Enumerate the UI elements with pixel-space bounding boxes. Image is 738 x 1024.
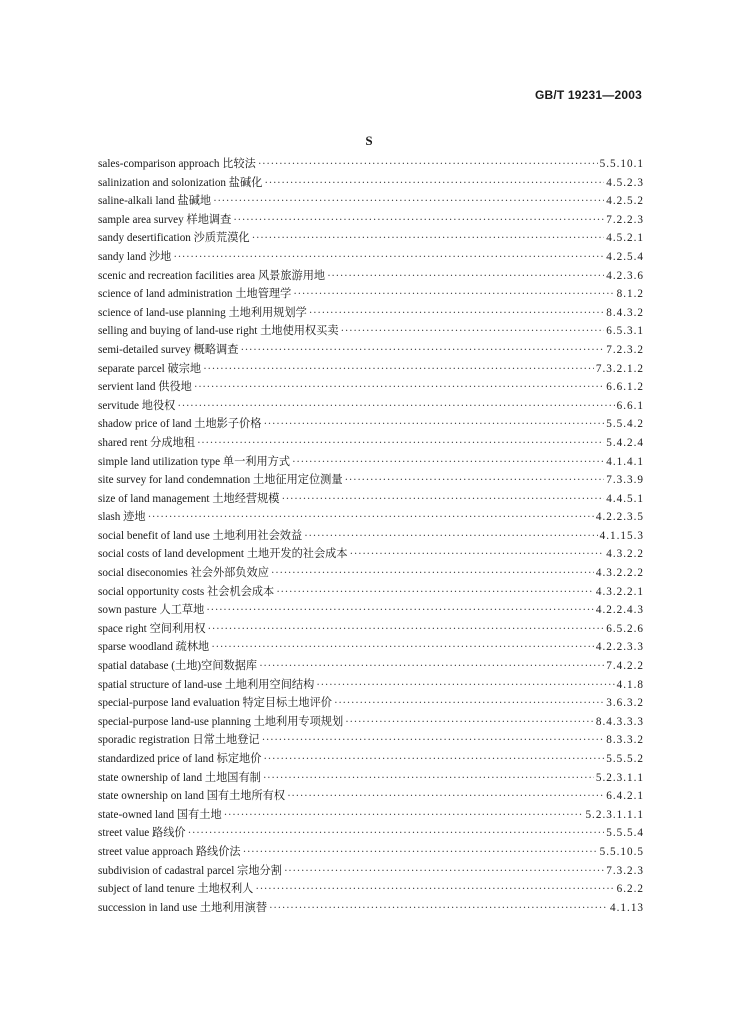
index-entry xyxy=(98,378,644,397)
index-entry xyxy=(98,471,644,490)
index-term: size of land management 土地经营规模 xyxy=(98,492,280,505)
clause-number: 5.2.3.1.1.1 xyxy=(585,808,644,821)
index-entry xyxy=(98,267,644,286)
dot-leader xyxy=(269,902,608,914)
index-entry xyxy=(98,155,644,174)
dot-leader xyxy=(263,772,594,784)
index-entry xyxy=(98,583,644,602)
index-term: sown pasture 人工草地 xyxy=(98,604,205,617)
index-term: subdivision of cadastral parcel 宗地分割 xyxy=(98,864,282,877)
index-term: semi-detailed survey 概略调查 xyxy=(98,343,239,356)
clause-number: 6.4.2.1 xyxy=(606,790,644,803)
index-entry xyxy=(98,415,644,434)
dot-leader xyxy=(252,232,605,244)
index-term: servient land 供役地 xyxy=(98,381,192,394)
dot-leader xyxy=(197,437,604,449)
clause-number: 5.5.10.5 xyxy=(599,845,644,858)
index-entry xyxy=(98,304,644,323)
index-term: saline-alkali land 盐碱地 xyxy=(98,195,212,208)
index-entry xyxy=(98,490,644,509)
index-entry xyxy=(98,545,644,564)
index-entry xyxy=(98,174,644,193)
clause-number: 6.5.2.6 xyxy=(606,622,644,635)
index-entry-list xyxy=(98,155,644,917)
index-term: succession in land use 土地利用演替 xyxy=(98,901,268,914)
dot-leader xyxy=(148,511,594,523)
index-entry xyxy=(98,564,644,583)
index-entry xyxy=(98,192,644,211)
index-entry xyxy=(98,341,644,360)
clause-number: 4.2.3.6 xyxy=(606,269,644,282)
index-term: street value 路线价 xyxy=(98,827,186,840)
index-term: state ownership of land 土地国有制 xyxy=(98,771,261,784)
index-term: state ownership on land 国有土地所有权 xyxy=(98,790,286,803)
clause-number: 4.5.2.3 xyxy=(606,176,644,189)
index-entry xyxy=(98,713,644,732)
dot-leader xyxy=(263,418,604,430)
dot-leader xyxy=(327,270,604,282)
dot-leader xyxy=(203,363,594,375)
index-term: spatial structure of land-use 土地利用空间结构 xyxy=(98,678,315,691)
dot-leader xyxy=(177,400,614,412)
clause-number: 4.3.2.2 xyxy=(606,548,644,561)
index-term: state-owned land 国有土地 xyxy=(98,808,222,821)
index-entry xyxy=(98,731,644,750)
clause-number: 3.6.3.2 xyxy=(606,697,644,710)
index-term: special-purpose land evaluation 特定目标土地评价 xyxy=(98,697,332,710)
index-entry xyxy=(98,880,644,899)
clause-number: 4.1.13 xyxy=(610,901,644,914)
index-term: site survey for land condemnation 土地征用定位测量 xyxy=(98,474,343,487)
index-entry xyxy=(98,527,644,546)
clause-number: 4.2.2.3.3 xyxy=(595,641,644,654)
dot-leader xyxy=(263,753,604,765)
clause-number: 4.2.2.4.3 xyxy=(595,604,644,617)
index-entry xyxy=(98,248,644,267)
index-entry xyxy=(98,657,644,676)
index-term: servitude 地役权 xyxy=(98,399,176,412)
index-term: special-purpose land-use planning 土地利用专项规划 xyxy=(98,715,344,728)
index-entry xyxy=(98,899,644,918)
clause-number: 4.2.5.2 xyxy=(606,195,644,208)
index-entry xyxy=(98,508,644,527)
clause-number: 6.6.1 xyxy=(616,399,644,412)
section-heading: S xyxy=(365,133,373,148)
index-term: sample area survey 样地调查 xyxy=(98,213,232,226)
dot-leader xyxy=(287,790,604,802)
dot-leader xyxy=(262,734,605,746)
index-entry xyxy=(98,676,644,695)
dot-leader xyxy=(258,158,598,170)
index-entry xyxy=(98,862,644,881)
index-term: social costs of land development 土地开发的社会成本 xyxy=(98,548,348,561)
index-entry xyxy=(98,824,644,843)
index-entry xyxy=(98,843,644,862)
dot-leader xyxy=(243,846,598,858)
index-entry xyxy=(98,229,644,248)
index-term: standardized price of land 标定地价 xyxy=(98,753,262,765)
index-term: space right 空间利用权 xyxy=(98,622,206,635)
dot-leader xyxy=(264,177,604,189)
dot-leader xyxy=(255,883,614,895)
dot-leader xyxy=(334,697,604,709)
index-term: science of land administration 土地管理学 xyxy=(98,288,292,301)
document-code: GB/T 19231—2003 xyxy=(534,88,642,102)
clause-number: 6.5.3.1 xyxy=(606,325,644,338)
index-entry xyxy=(98,601,644,620)
clause-number: 7.2.3.2 xyxy=(606,343,644,356)
clause-number: 4.5.2.1 xyxy=(606,232,644,245)
dot-leader xyxy=(271,567,594,579)
dot-leader xyxy=(345,716,594,728)
dot-leader xyxy=(304,530,598,542)
dot-leader xyxy=(211,641,594,653)
dot-leader xyxy=(281,493,604,505)
clause-number: 4.4.5.1 xyxy=(606,492,644,505)
dot-leader xyxy=(341,325,605,337)
index-term: salinization and solonization 盐碱化 xyxy=(98,176,263,189)
index-entry xyxy=(98,750,644,769)
index-entry xyxy=(98,806,644,825)
dot-leader xyxy=(224,809,584,821)
index-term: shadow price of land 土地影子价格 xyxy=(98,418,262,431)
index-entry xyxy=(98,453,644,472)
dot-leader xyxy=(208,623,605,635)
index-term: social diseconomies 社会外部负效应 xyxy=(98,567,269,580)
dot-leader xyxy=(206,604,594,616)
index-entry xyxy=(98,694,644,713)
dot-leader xyxy=(309,307,604,319)
dot-leader xyxy=(173,251,604,263)
clause-number: 4.1.8 xyxy=(616,678,644,691)
index-term: spatial database (土地)空间数据库 xyxy=(98,660,258,673)
clause-number: 7.3.3.9 xyxy=(606,474,644,487)
clause-number: 4.3.2.2.1 xyxy=(595,585,644,598)
dot-leader xyxy=(188,827,605,839)
dot-leader xyxy=(240,344,604,356)
dot-leader xyxy=(293,288,614,300)
index-term: simple land utilization type 单一利用方式 xyxy=(98,455,291,468)
index-term: sporadic registration 日常土地登记 xyxy=(98,734,260,747)
dot-leader xyxy=(345,474,605,486)
index-entry xyxy=(98,322,644,341)
clause-number: 5.5.5.4 xyxy=(606,827,644,840)
clause-number: 4.2.2.3.5 xyxy=(595,511,644,524)
index-entry xyxy=(98,769,644,788)
index-term: scenic and recreation facilities area 风景旅游用地 xyxy=(98,269,326,282)
index-term: science of land-use planning 土地利用规划学 xyxy=(98,306,307,319)
index-term: slash 迹地 xyxy=(98,511,146,524)
index-term: social benefit of land use 土地利用社会效益 xyxy=(98,529,303,542)
index-term: social opportunity costs 社会机会成本 xyxy=(98,585,275,598)
clause-number: 4.3.2.2.2 xyxy=(595,567,644,580)
index-entry xyxy=(98,620,644,639)
index-term: selling and buying of land-use right 土地使用权买卖 xyxy=(98,325,339,338)
clause-number: 5.5.4.2 xyxy=(606,418,644,431)
dot-leader xyxy=(213,195,604,207)
clause-number: 7.3.2.1.2 xyxy=(595,362,644,375)
clause-number: 7.4.2.2 xyxy=(606,660,644,673)
clause-number: 8.4.3.3.3 xyxy=(595,715,644,728)
dot-leader xyxy=(284,865,604,877)
index-term: sandy desertification 沙质荒漠化 xyxy=(98,232,250,245)
index-term: sales-comparison approach 比较法 xyxy=(98,158,256,170)
index-term: street value approach 路线价法 xyxy=(98,845,241,858)
index-entry xyxy=(98,638,644,657)
index-term: shared rent 分成地租 xyxy=(98,436,195,449)
clause-number: 7.3.2.3 xyxy=(606,864,644,877)
dot-leader xyxy=(316,679,614,691)
dot-leader xyxy=(276,586,594,598)
index-entry xyxy=(98,397,644,416)
dot-leader xyxy=(233,214,604,226)
clause-number: 8.3.3.2 xyxy=(606,734,644,747)
index-entry xyxy=(98,285,644,304)
clause-number: 5.5.5.2 xyxy=(606,753,644,765)
index-term: separate parcel 破宗地 xyxy=(98,362,202,375)
index-term: sparse woodland 疏林地 xyxy=(98,641,210,654)
clause-number: 5.2.3.1.1 xyxy=(595,771,644,784)
clause-number: 6.2.2 xyxy=(616,883,644,896)
clause-number: 6.6.1.2 xyxy=(606,381,644,394)
clause-number: 4.2.5.4 xyxy=(606,250,644,263)
index-entry xyxy=(98,360,644,379)
index-term: sandy land 沙地 xyxy=(98,250,172,263)
clause-number: 4.1.4.1 xyxy=(606,455,644,468)
dot-leader xyxy=(259,660,604,672)
clause-number: 5.4.2.4 xyxy=(606,436,644,449)
index-entry xyxy=(98,434,644,453)
clause-number: 7.2.2.3 xyxy=(606,213,644,226)
index-entry xyxy=(98,211,644,230)
clause-number: 8.1.2 xyxy=(616,288,644,301)
clause-number: 5.5.10.1 xyxy=(599,158,644,170)
clause-number: 8.4.3.2 xyxy=(606,306,644,319)
dot-leader xyxy=(350,548,605,560)
dot-leader xyxy=(194,381,604,393)
index-entry xyxy=(98,787,644,806)
dot-leader xyxy=(292,456,604,468)
index-term: subject of land tenure 土地权利人 xyxy=(98,883,254,896)
clause-number: 4.1.15.3 xyxy=(599,529,644,542)
